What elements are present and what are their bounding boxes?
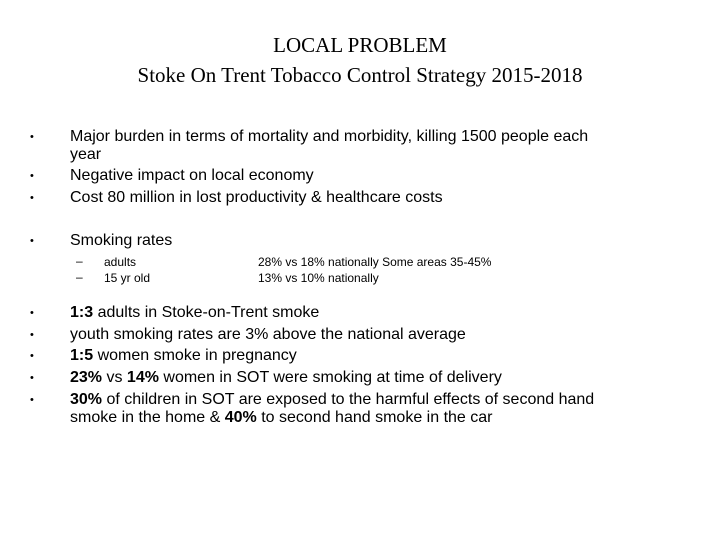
youth-label: 15 yr old <box>104 271 151 285</box>
list-item-wrap <box>70 146 101 164</box>
smoking-rates-label: Smoking rates <box>70 232 173 249</box>
dash-icon: – <box>76 270 83 284</box>
item-text: vs <box>102 369 127 386</box>
list-item-wrap <box>70 409 492 427</box>
item-text: Negative impact on local economy <box>70 167 314 184</box>
slide-title <box>0 30 720 90</box>
list-item <box>30 391 595 409</box>
stat-percent: 23% <box>70 369 103 386</box>
bullet-icon: • <box>30 307 34 319</box>
list-item <box>30 167 314 185</box>
item-text: women in SOT were smoking at time of delivery <box>158 369 502 386</box>
list-item <box>30 304 320 322</box>
bullet-icon: • <box>30 350 34 362</box>
item-text: to second hand smoke in the car <box>256 409 493 426</box>
bullet-icon: • <box>30 372 34 384</box>
item-text: smoke in the home & <box>70 409 225 426</box>
list-item <box>30 189 443 207</box>
title-line-1: LOCAL PROBLEM <box>273 33 447 57</box>
bullet-icon: • <box>30 394 34 406</box>
stat-ratio: 1:5 <box>70 347 94 364</box>
item-text: youth smoking rates are 3% above the national average <box>70 326 466 343</box>
list-item-smoking-rates <box>30 232 173 250</box>
title-line-2: Stoke On Trent Tobacco Control Strategy 2015-2018 <box>137 63 583 87</box>
stat-percent: 30% <box>70 391 103 408</box>
item-text-wrap: year <box>70 146 102 163</box>
item-text: of children in SOT are exposed to the harmful effects of second hand <box>102 391 595 408</box>
item-text: Cost 80 million in lost productivity & healthcare costs <box>70 189 443 206</box>
item-text: Major burden in terms of mortality and morbidity, killing 1500 people each <box>70 128 589 145</box>
bullet-icon: • <box>30 170 34 182</box>
bullet-icon: • <box>30 131 34 143</box>
list-item <box>30 347 297 365</box>
youth-value: 13% vs 10% nationally <box>258 271 379 285</box>
list-item <box>30 326 466 344</box>
bullet-icon: • <box>30 329 34 341</box>
list-item <box>30 128 589 146</box>
item-text: adults in Stoke-on-Trent smoke <box>93 304 320 321</box>
dash-icon: – <box>76 254 83 268</box>
stat-percent: 40% <box>224 409 257 426</box>
adults-label: adults <box>104 255 137 269</box>
bullet-icon: • <box>30 235 34 247</box>
stat-percent: 14% <box>126 369 159 386</box>
item-text: women smoke in pregnancy <box>93 347 297 364</box>
list-item <box>30 369 502 387</box>
adults-value: 28% vs 18% nationally Some areas 35-45% <box>258 255 492 269</box>
bullet-icon: • <box>30 192 34 204</box>
stat-ratio: 1:3 <box>70 304 94 321</box>
